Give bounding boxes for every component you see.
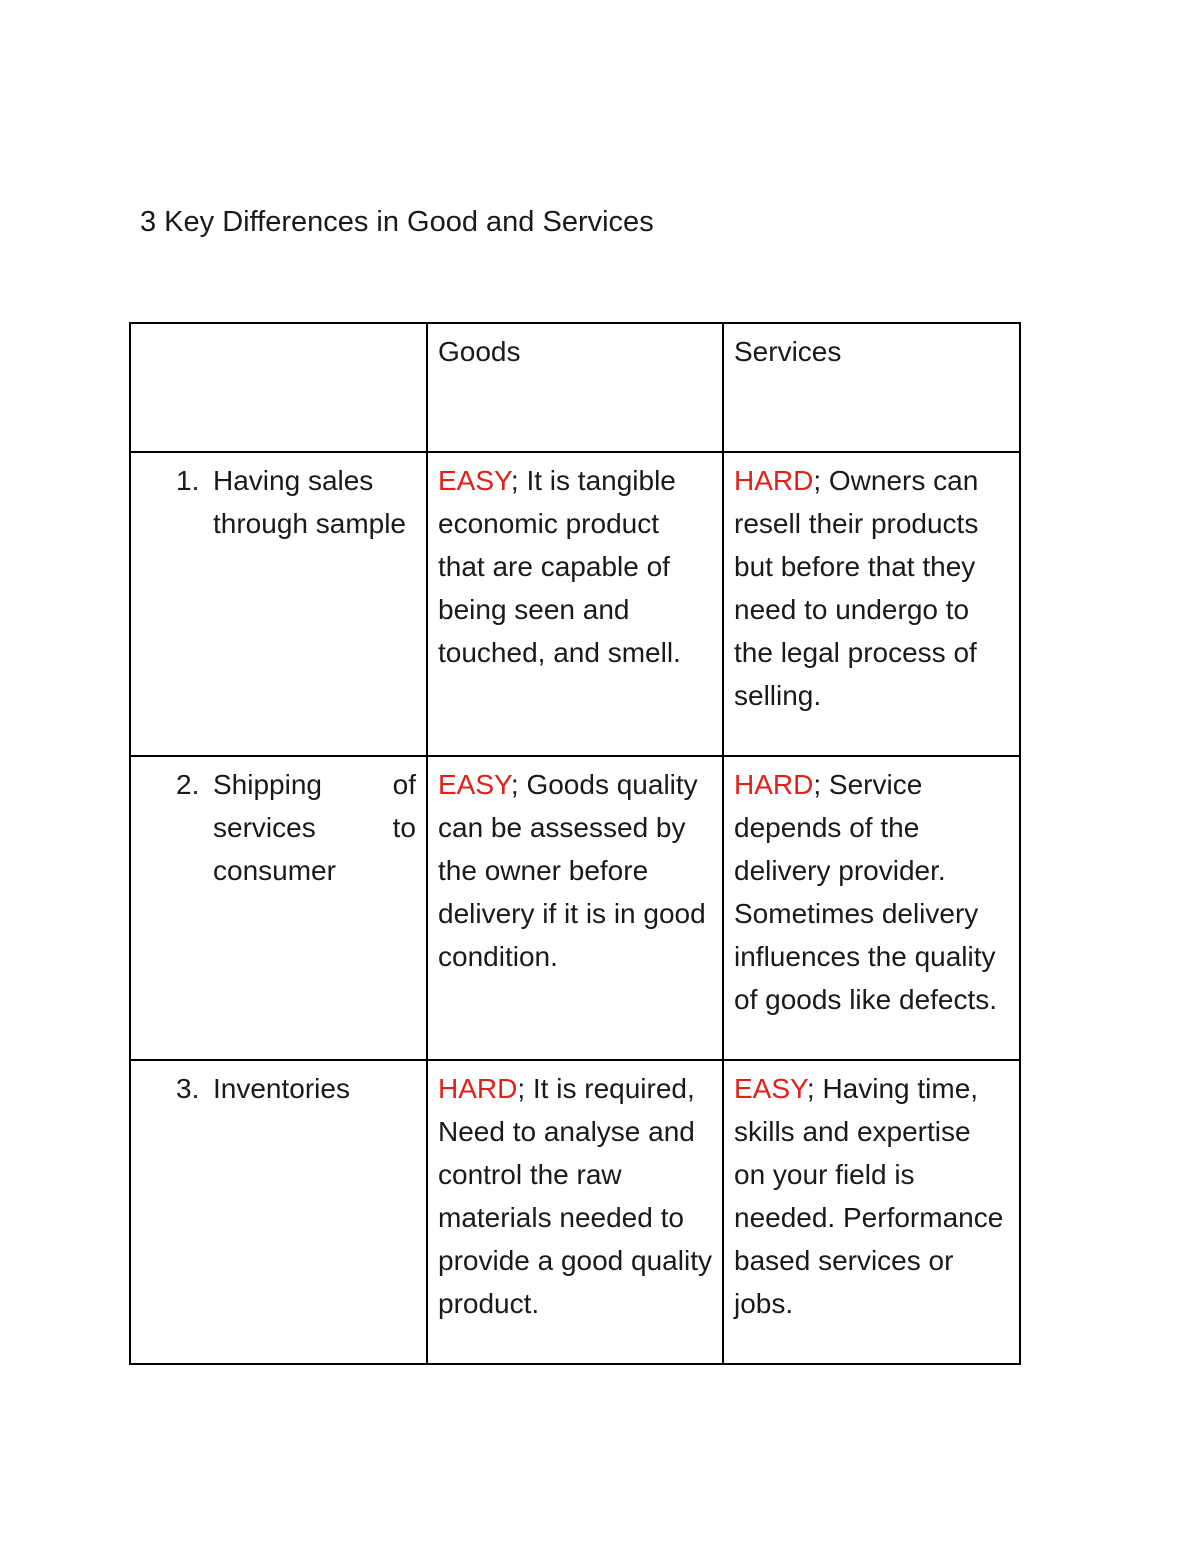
- services-rating: HARD: [734, 465, 814, 496]
- criterion-label: Shipping of services to consumer: [213, 769, 416, 886]
- criterion-item: [141, 763, 416, 892]
- goods-description: ; It is required, Need to analyse and control the raw materials needed to provide a good quality product.: [438, 1073, 712, 1319]
- criterion-label: Inventories: [213, 1073, 350, 1104]
- table-header-row: [130, 323, 1020, 452]
- header-cell-criterion: [130, 323, 427, 452]
- services-rating: EASY: [734, 1073, 807, 1104]
- goods-description: ; Goods quality can be assessed by the owner before delivery if it is in good condition.: [438, 769, 706, 972]
- services-description: ; Service depends of the delivery provider. Sometimes delivery influences the quality of goods like defects.: [734, 769, 998, 1015]
- goods-description: ; It is tangible economic product that are capable of being seen and touched, and smell.: [438, 465, 681, 668]
- criterion-item: [141, 1067, 416, 1110]
- table-row: [130, 1060, 1020, 1364]
- criterion-label: Having sales through sample: [213, 465, 407, 539]
- services-cell: [723, 756, 1020, 1060]
- criterion-cell: [130, 1060, 427, 1364]
- services-cell: [723, 452, 1020, 756]
- table-row: [130, 452, 1020, 756]
- table-row: [130, 756, 1020, 1060]
- comparison-table: [129, 322, 1021, 1365]
- goods-rating: EASY: [438, 769, 511, 800]
- criterion-number: 3.: [176, 1073, 200, 1104]
- goods-rating: HARD: [438, 1073, 518, 1104]
- goods-cell: [427, 756, 723, 1060]
- criterion-number: 1.: [176, 465, 200, 496]
- criterion-cell: [130, 452, 427, 756]
- services-rating: HARD: [734, 769, 814, 800]
- criterion-number: 2.: [176, 769, 200, 800]
- document-title: 3 Key Differences in Good and Services: [140, 206, 654, 238]
- services-description: ; Owners can resell their products but before that they need to undergo to the legal process of selling.: [734, 465, 979, 711]
- services-cell: [723, 1060, 1020, 1364]
- services-description: ; Having time, skills and expertise on your field is needed. Performance based services or jobs.: [734, 1073, 1004, 1319]
- criterion-item: [141, 459, 416, 545]
- criterion-cell: [130, 756, 427, 1060]
- goods-rating: EASY: [438, 465, 511, 496]
- header-cell-services: Services: [723, 323, 1020, 452]
- header-cell-goods: Goods: [427, 323, 723, 452]
- goods-cell: [427, 1060, 723, 1364]
- goods-cell: [427, 452, 723, 756]
